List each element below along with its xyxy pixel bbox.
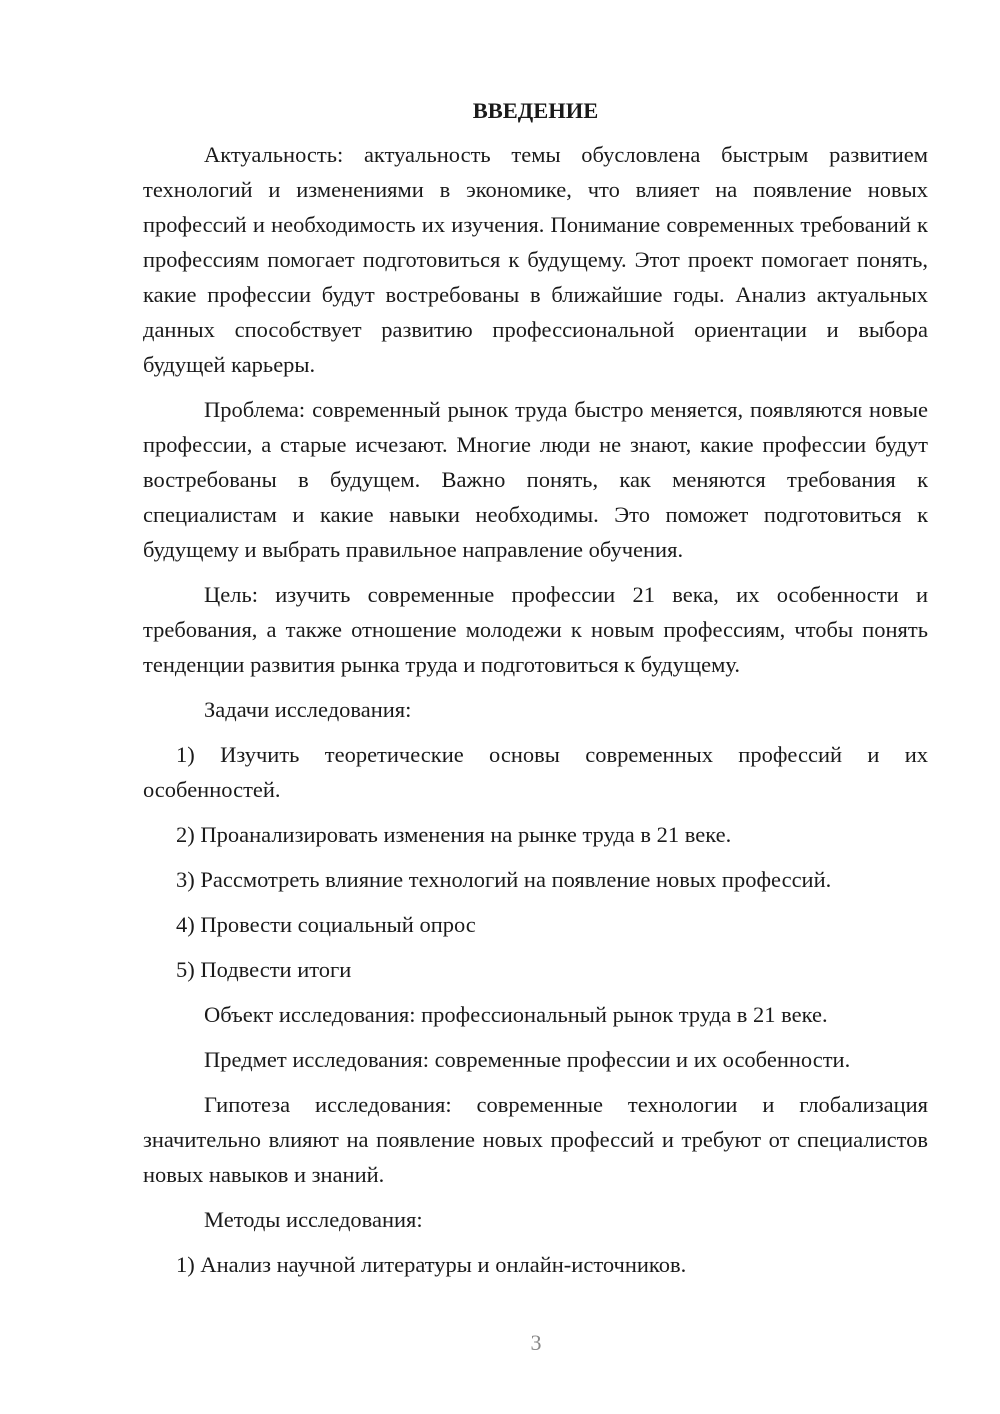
section-title: ВВЕДЕНИЕ xyxy=(472,98,599,123)
methods-heading: Методы исследования: xyxy=(204,1207,423,1232)
goal-paragraph: Цель: изучить современные профессии 21 века, их особенности и требования, а также отношение молодежи к новым профессиям, чтобы понять тенденции развития рынка труда и подготовиться к будущему. xyxy=(143,582,928,677)
task-item-4: 4) Провести социальный опрос xyxy=(176,912,476,937)
task-item-1: 1) Изучить теоретические основы современных профессий и их особенностей. xyxy=(143,742,928,802)
tasks-heading: Задачи исследования: xyxy=(204,697,412,722)
task-item-3: 3) Рассмотреть влияние технологий на появление новых профессий. xyxy=(176,867,832,892)
research-subject: Предмет исследования: современные профессии и их особенности. xyxy=(204,1047,851,1072)
task-item-2: 2) Проанализировать изменения на рынке труда в 21 веке. xyxy=(176,822,732,847)
page-content xyxy=(143,93,928,1292)
research-object: Объект исследования: профессиональный рынок труда в 21 веке. xyxy=(204,1002,828,1027)
problem-paragraph: Проблема: современный рынок труда быстро меняется, появляются новые профессии, а старые исчезают. Многие люди не знают, какие профессии будут востребованы в будущем. Важно понять, как меняются требования к специалистам и какие навыки необходимы. Это поможет подготовиться к будущему и выбрать правильное направление обучения. xyxy=(143,397,928,562)
method-item-1: 1) Анализ научной литературы и онлайн-источников. xyxy=(176,1252,687,1277)
task-item-5: 5) Подвести итоги xyxy=(176,957,352,982)
page-number: 3 xyxy=(530,1330,542,1355)
relevance-paragraph: Актуальность: актуальность темы обусловлена быстрым развитием технологий и изменениями в экономике, что влияет на появление новых профессий и необходимость их изучения. Понимание современных требований к профессиям помогает подготовиться к будущему. Этот проект помогает понять, какие профессии будут востребованы в ближайшие годы. Анализ актуальных данных способствует развитию профессиональной ориентации и выбора будущей карьеры. xyxy=(143,142,928,377)
research-hypothesis: Гипотеза исследования: современные технологии и глобализация значительно влияют на появление новых профессий и требуют от специалистов новых навыков и знаний. xyxy=(143,1092,928,1187)
